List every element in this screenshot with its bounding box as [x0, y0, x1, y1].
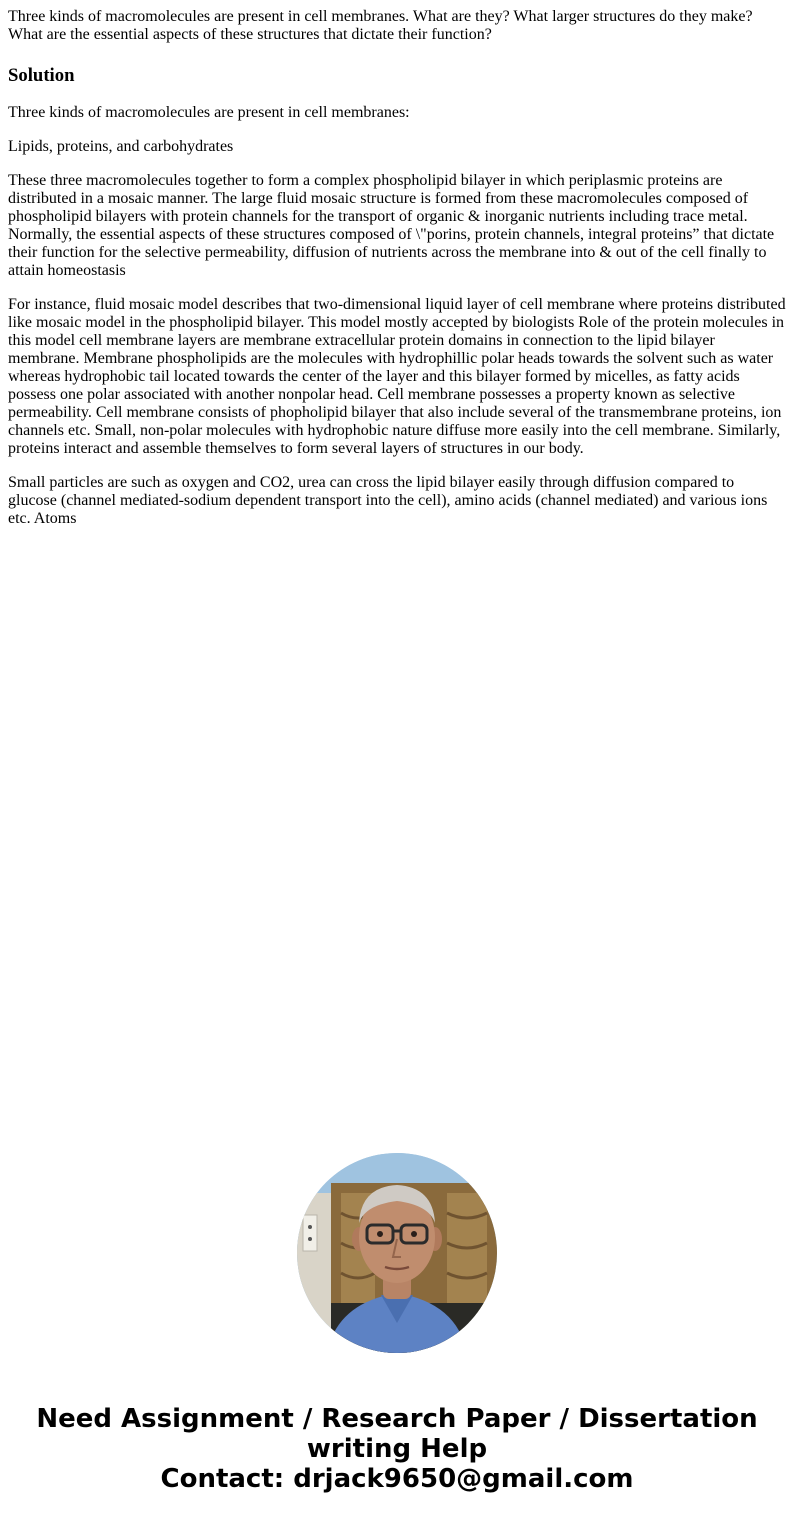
promo-line-subtitle: writing Help [306, 1434, 488, 1464]
solution-heading: Solution [8, 65, 75, 86]
solution-paragraph-fluid-mosaic: For instance, fluid mosaic model describes that two-dimensional liquid layer of cell membrane where proteins distributed like mosaic model in the phospholipid bilayer. This model mostly accepted by biologists Role of the protein molecules in this model cell membrane layers are membrane extracellular protein domains in connection to the lipid bilayer membrane. Membrane phospholipids are the molecules with hydrophillic polar heads towards the solvent such as water whereas hydrophobic tail located towards the center of the layer and this bilayer formed by micelles, as fatty acids possess one polar associated with another nonpolar head. Cell membrane possesses a property known as selective permeability. Cell membrane consists of phopholipid bilayer that also include several of the transmembrane proteins, ion channels etc. Small, non-polar molecules with hydrophobic nature diffuse more easily into the cell membrane. Similarly, proteins interact and assemble themselves to form several layers of structures in our body. [8, 296, 786, 457]
solution-paragraph-bilayer: These three macromolecules together to form a complex phospholipid bilayer in which periplasmic proteins are distributed in a mosaic manner. The large fluid mosaic structure is formed from these macromolecules composed of phospholipid bilayers with protein channels for the transport of organic & inorganic nutrients including trace metal. Normally, the essential aspects of these structures composed of \"porins, protein channels, integral proteins” that dictate their function for the selective permeability, diffusion of nutrients across the membrane into & out of the cell finally to attain homeostasis [8, 172, 775, 279]
solution-paragraph-intro: Three kinds of macromolecules are present in cell membranes: [8, 104, 410, 121]
promo-line-contact: Contact: drjack9650@gmail.com [160, 1464, 634, 1494]
promo-banner [0, 1404, 794, 1494]
solution-paragraph-small-particles: Small particles are such as oxygen and CO2, urea can cross the lipid bilayer easily through diffusion compared to glucose (channel mediated-sodium dependent transport into the cell), amino acids (channel mediated) and various ions etc. Atoms [8, 474, 768, 527]
author-avatar [297, 1153, 497, 1353]
question-text: Three kinds of macromolecules are present in cell membranes. What are they? What larger structures do they make? What are the essential aspects of these structures that dictate their function? [8, 8, 753, 43]
solution-paragraph-list: Lipids, proteins, and carbohydrates [8, 138, 234, 155]
document-body [8, 8, 786, 528]
promo-line-title: Need Assignment / Research Paper / Dissertation [36, 1404, 758, 1434]
